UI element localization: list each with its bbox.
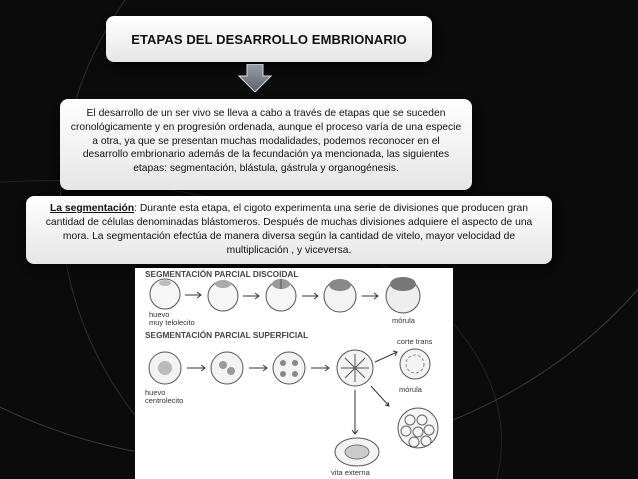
superficial-morula [398,408,438,448]
discoidal-stage-1 [150,279,180,309]
discoidal-stage-5 [386,277,420,313]
superficial-stage-3 [273,352,305,384]
figure-heading-discoidal: SEGMENTACIÓN PARCIAL DISCOIDAL [145,269,299,279]
discoidal-stage-4 [324,279,356,312]
figure-label-huevo-2: huevo [145,388,166,397]
figure-label-morula-1: mórula [392,316,415,325]
figure-label-vita-externa: vita externa [331,468,370,477]
superficial-corte-trans [400,349,430,379]
figure-label-centrolecito: centrolecito [145,396,184,405]
slide-title: ETAPAS DEL DESARROLLO EMBRIONARIO [131,31,407,47]
figure-label-telolecito: muy telolecito [149,318,195,327]
discoidal-stage-2 [208,280,238,311]
figure-heading-superficial: SEGMENTACIÓN PARCIAL SUPERFICIAL [145,330,309,340]
segmentation-label: La segmentación [50,203,135,214]
segmentation-text-box [26,196,552,264]
title-box [106,16,432,62]
segmentation-figure [135,268,453,479]
arrow-down-icon [238,64,272,92]
segmentation-text: : Durante esta etapa, el cigoto experimenta una serie de divisiones que producen gran cantidad de células denominadas blástomeros. Después de muchas divisiones adquiere el aspecto de una mora. La segmentación efectúa de manera diversa según la cantidad de vitelo, mayor velocidad de multiplicación , y viceversa. [45,203,533,256]
superficial-stage-2 [211,352,243,384]
figure-label-morula-2: mórula [399,385,422,394]
figure-label-corte-trans: corte trans [397,337,433,346]
intro-text-box [60,99,472,190]
figure-label-huevo-1: huevo [149,310,170,319]
superficial-stage-4 [337,350,373,386]
superficial-stage-1 [149,352,181,384]
superficial-vita-externa [335,438,379,466]
intro-text: El desarrollo de un ser vivo se lleva a cabo a través de etapas que se suceden cronológicamente y en progresión ordenada, aunque el proceso varía de una especie a otra, ya que se presentan muchas modalidades, podemos reconocer en el desarrollo embrionario además de la fecundación ya mencionada, las siguientes etapas: segmentación, blástula, gástrula y organogénesis. [70,108,462,175]
